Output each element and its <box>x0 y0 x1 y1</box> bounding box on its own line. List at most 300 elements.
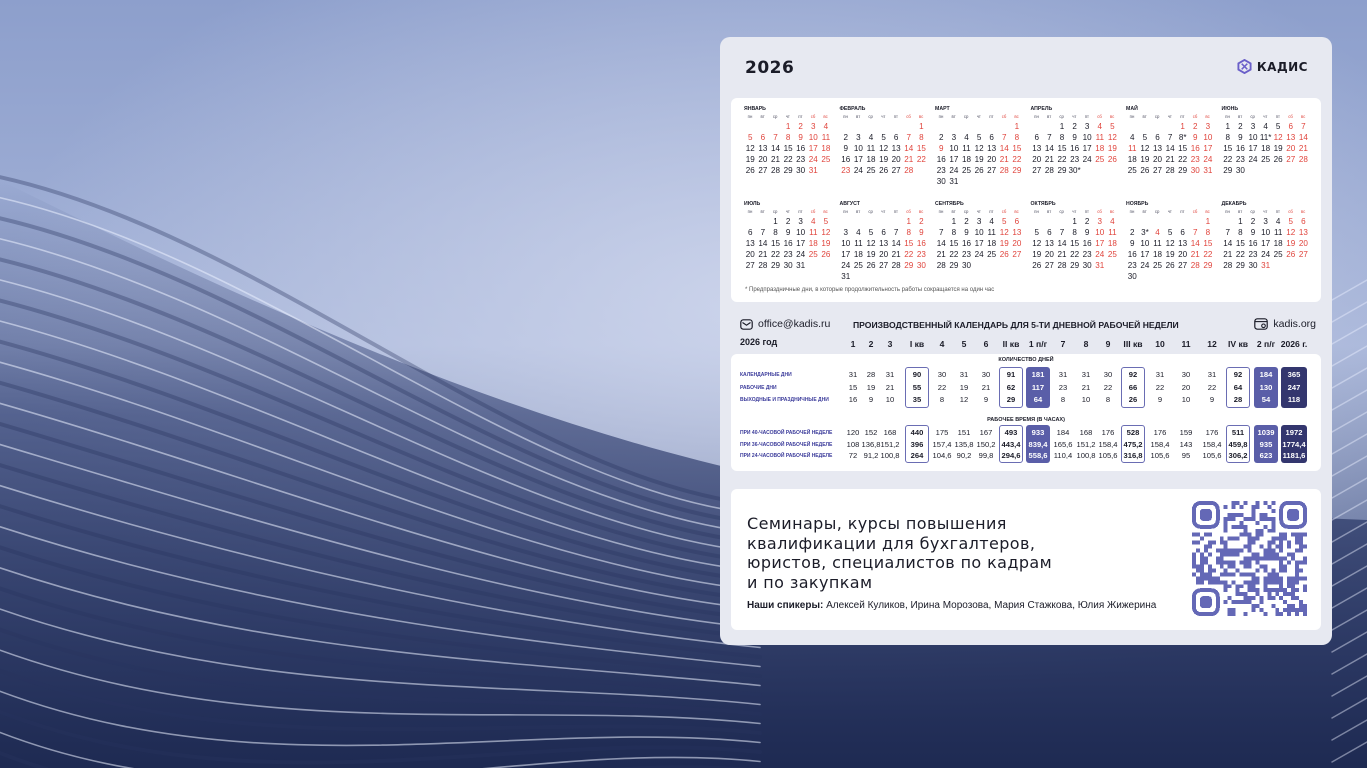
qr-module <box>1295 588 1299 592</box>
weekday-label: чт <box>1167 114 1172 119</box>
weekday-label: ср <box>772 209 778 214</box>
calendar-day: 10 <box>1203 133 1213 142</box>
calendar-day: 14 <box>936 239 946 248</box>
calendar-day: 12 <box>879 144 889 153</box>
qr-module <box>1259 529 1263 533</box>
calendar-day: 21 <box>1298 144 1308 153</box>
weekday-label: ср <box>963 114 969 119</box>
qr-module <box>1244 580 1248 584</box>
qr-module <box>1248 549 1252 553</box>
weekday-label: чт <box>1072 209 1077 214</box>
calendar-day: 10 <box>1095 228 1105 237</box>
calendar-day: 27 <box>987 166 997 175</box>
website-text: kadis.org <box>1273 318 1316 330</box>
calendar-day: 11 <box>809 228 818 237</box>
weekday-label: вс <box>1109 114 1115 119</box>
weekday-label: вс <box>1014 114 1019 119</box>
table-cell: 26 <box>1128 395 1138 404</box>
calendar-day: 12 <box>974 144 984 153</box>
table-cell: 91,2 <box>863 451 879 460</box>
qr-module <box>1299 533 1303 537</box>
qr-module <box>1196 576 1200 580</box>
calendar-day: 1 <box>1238 217 1243 226</box>
weekday-label: пн <box>747 114 753 119</box>
qr-module <box>1232 517 1236 521</box>
qr-module <box>1279 560 1283 564</box>
calendar-day: 3 <box>1205 122 1211 131</box>
qr-module <box>1279 557 1283 561</box>
table-cell: 118 <box>1287 395 1301 404</box>
qr-module <box>1275 592 1279 596</box>
calendar-day: 1 <box>1072 217 1077 226</box>
qr-module <box>1291 588 1295 592</box>
calendar-day: 16 <box>1248 239 1258 248</box>
qr-module <box>1251 604 1255 608</box>
promo-banner[interactable] <box>731 489 1321 630</box>
calendar-day: 9 <box>919 228 924 237</box>
qr-module <box>1240 549 1244 553</box>
weekday-label: чт <box>1167 209 1172 214</box>
qr-module <box>1279 549 1283 553</box>
months-grid <box>731 98 1321 302</box>
table-cell: 136,8 <box>861 439 881 449</box>
weekday-label: вт <box>1238 209 1243 214</box>
calendar-day: 17 <box>1261 239 1271 248</box>
qr-module <box>1240 505 1244 509</box>
calendar-day: 16 <box>961 239 971 248</box>
table-cell: 117 <box>1031 382 1045 392</box>
qr-module <box>1283 592 1287 596</box>
calendar-day: 16 <box>841 155 851 164</box>
calendar-day: 8 <box>1238 228 1243 237</box>
qr-module <box>1240 525 1244 529</box>
calendar-day: 27 <box>745 261 755 270</box>
qr-module <box>1291 576 1295 580</box>
calendar-day: 17 <box>949 155 959 164</box>
calendar-day: 7 <box>1167 133 1173 142</box>
qr-module <box>1271 588 1275 592</box>
calendar-day: 2 <box>1130 228 1135 237</box>
calendar-day: 8* <box>1178 133 1187 142</box>
table-cell: 55 <box>912 382 922 392</box>
qr-module <box>1208 541 1212 545</box>
calendar-day: 1 <box>773 217 778 226</box>
qr-module <box>1196 568 1200 572</box>
qr-module <box>1236 513 1240 517</box>
qr-module <box>1251 541 1255 545</box>
calendar-day: 25 <box>821 155 831 164</box>
qr-module <box>1196 580 1200 584</box>
calendar-day: 22 <box>1223 155 1233 164</box>
weekday-label: пн <box>938 114 944 119</box>
calendar-day: 7 <box>1047 133 1052 142</box>
calendar-day: 16 <box>1070 144 1080 153</box>
calendar-day: 15 <box>1070 239 1080 248</box>
table-cell: 19 <box>959 382 969 392</box>
qr-module <box>1251 608 1255 612</box>
calendar-day: 19 <box>974 155 984 164</box>
qr-module <box>1192 533 1196 537</box>
table-cell: 839,4 <box>1028 439 1048 449</box>
calendar-day: 21 <box>1044 155 1054 164</box>
qr-module <box>1228 612 1232 616</box>
table-cell: 1181,6 <box>1282 451 1306 460</box>
calendar-day: 12 <box>1286 228 1296 237</box>
column-header: 10 <box>1155 339 1165 349</box>
weekday-label: пт <box>798 114 803 119</box>
qr-module <box>1263 501 1267 505</box>
qr-module <box>1240 533 1244 537</box>
calendar-day: 30 <box>961 261 971 270</box>
calendar-day: 13 <box>1178 239 1188 248</box>
qr-module <box>1248 517 1252 521</box>
qr-module <box>1244 501 1248 505</box>
qr-module <box>1224 600 1228 604</box>
qr-module <box>1236 588 1240 592</box>
calendar-day: 4 <box>811 217 816 226</box>
qr-module <box>1204 545 1208 549</box>
qr-module <box>1295 549 1299 553</box>
qr-module <box>1255 521 1259 525</box>
calendar-day: 21 <box>1165 155 1175 164</box>
calendar-day: 10 <box>1261 228 1271 237</box>
calendar-day: 29 <box>1012 166 1022 175</box>
qr-module <box>1263 517 1267 521</box>
weekday-label: чт <box>881 209 886 214</box>
calendar-day: 4 <box>856 228 861 237</box>
calendar-day: 1 <box>785 122 791 131</box>
qr-module <box>1192 564 1196 568</box>
calendar-day: 4 <box>964 133 969 142</box>
qr-module <box>1224 517 1228 521</box>
qr-module <box>1291 557 1295 561</box>
table-cell: 184 <box>1056 428 1070 437</box>
calendar-day: 15 <box>1203 239 1213 248</box>
calendar-day: 18 <box>1273 239 1283 248</box>
calendar-day: 22 <box>949 250 959 259</box>
qr-module <box>1263 513 1267 517</box>
calendar-day: 1 <box>1225 122 1231 131</box>
qr-module <box>1228 608 1232 612</box>
month-name: ФЕВРАЛЬ <box>839 106 866 112</box>
qr-module <box>1251 509 1255 513</box>
calendar-day: 8 <box>1072 228 1077 237</box>
weekday-label: ср <box>963 209 969 214</box>
calendar-day: 19 <box>821 239 831 248</box>
calendar-day: 11 <box>1273 228 1283 237</box>
calendar-day: 1 <box>1180 122 1185 131</box>
qr-module <box>1255 576 1259 580</box>
qr-module <box>1228 584 1232 588</box>
qr-module <box>1232 549 1236 553</box>
qr-module <box>1271 572 1275 576</box>
calendar-day: 30 <box>1190 166 1200 175</box>
calendar-day: 13 <box>758 144 768 153</box>
qr-module <box>1271 553 1275 557</box>
calendar-day: 11 <box>962 144 971 153</box>
calendar-day: 14 <box>1165 144 1175 153</box>
calendar-day: 22 <box>1178 155 1188 164</box>
calendar-day: 24 <box>808 155 818 164</box>
calendar-day: 19 <box>1107 144 1117 153</box>
month-name: ИЮНЬ <box>1221 106 1239 112</box>
calendar-day: 31 <box>1095 261 1105 270</box>
weekday-label: ср <box>1250 114 1255 119</box>
calendar-day: 9 <box>939 144 944 153</box>
qr-finder-center <box>1200 596 1212 608</box>
calendar-day: 29 <box>1203 261 1213 270</box>
calendar-day: 19 <box>1273 144 1283 153</box>
qr-module <box>1295 564 1299 568</box>
table-cell: 31 <box>959 370 969 379</box>
qr-module <box>1232 560 1236 564</box>
calendar-day: 10 <box>1140 239 1150 248</box>
weekday-label: вт <box>760 114 765 119</box>
month-name: АПРЕЛЬ <box>1030 106 1053 112</box>
qr-module <box>1283 564 1287 568</box>
calendar-day: 17 <box>1082 144 1092 153</box>
qr-module <box>1200 568 1204 572</box>
contact-website[interactable] <box>1254 318 1316 330</box>
calendar-day: 24 <box>1140 261 1150 270</box>
calendar-day: 25 <box>1127 166 1137 175</box>
table-cell: 10 <box>1181 395 1191 404</box>
qr-module <box>1271 521 1275 525</box>
promo-line: юристов, специалистов по кадрам <box>747 553 1053 572</box>
table-cell: 475,2 <box>1123 439 1143 449</box>
table-cell: 16 <box>848 395 858 404</box>
calendar-day: 17 <box>841 250 851 259</box>
qr-module <box>1240 592 1244 596</box>
calendar-day: 4 <box>1155 228 1160 237</box>
weekday-label: сб <box>1001 114 1007 119</box>
calendar-day: 7 <box>760 228 766 237</box>
weekday-label: чт <box>785 114 790 119</box>
weekday-label: чт <box>1263 209 1268 214</box>
calendar-day: 30 <box>1235 166 1245 175</box>
calendar-day: 26 <box>974 166 984 175</box>
qr-module <box>1232 513 1236 517</box>
qr-module <box>1192 572 1196 576</box>
calendar-day: 9 <box>1130 239 1135 248</box>
qr-module <box>1236 553 1240 557</box>
column-header: 1 п/г <box>1028 339 1048 349</box>
table-cell: 175 <box>935 428 949 437</box>
row-label: РАБОЧИЕ ДНИ <box>740 384 777 391</box>
qr-module <box>1279 541 1283 545</box>
calendar-day: 25 <box>1273 250 1283 259</box>
qr-module <box>1263 549 1267 553</box>
calendar-day: 18 <box>1127 155 1137 164</box>
calendar-day: 8 <box>773 228 778 237</box>
contact-email[interactable] <box>740 318 830 330</box>
calendar-day: 10 <box>841 239 851 248</box>
column-header: 4 <box>939 339 945 349</box>
column-header: 7 <box>1060 339 1066 349</box>
calendar-day: 6 <box>881 228 886 237</box>
table-cell: 91 <box>1006 370 1016 379</box>
promo-line: и по закупкам <box>747 572 873 592</box>
calendar-day: 23 <box>1235 155 1245 164</box>
column-header: 2 п/г <box>1256 339 1276 349</box>
month-12 <box>1222 201 1310 293</box>
qr-module <box>1287 584 1291 588</box>
qr-module <box>1248 600 1252 604</box>
qr-module <box>1232 572 1236 576</box>
qr-module <box>1208 553 1212 557</box>
month-name: СЕНТЯБРЬ <box>935 201 964 207</box>
table-cell: 151,2 <box>880 439 900 449</box>
calendar-day: 15 <box>1235 239 1245 248</box>
calendar-day: 16 <box>783 239 793 248</box>
calendar-day: 1 <box>1205 217 1211 226</box>
qr-module <box>1204 576 1208 580</box>
calendar-day: 28 <box>891 261 901 270</box>
table-cell: 1972 <box>1285 428 1303 437</box>
table-cell: 105,6 <box>1202 451 1222 460</box>
qr-module <box>1236 537 1240 541</box>
qr-module <box>1291 580 1295 584</box>
weekday-label: сб <box>1097 209 1102 214</box>
calendar-day: 24 <box>1203 155 1213 164</box>
qr-module <box>1200 553 1204 557</box>
calendar-day: 26 <box>745 166 755 175</box>
table-cell: 22 <box>1103 382 1113 392</box>
calendar-day: 19 <box>1165 250 1175 259</box>
table-cell: 316,8 <box>1123 451 1143 460</box>
calendar-day: 28 <box>1057 261 1067 270</box>
calendar-day: 28 <box>770 166 780 175</box>
calendar-day: 16 <box>936 155 946 164</box>
qr-module <box>1228 596 1232 600</box>
calendar-day: 15 <box>949 239 959 248</box>
qr-module <box>1267 529 1271 533</box>
calendar-day: 4 <box>1263 122 1268 131</box>
column-header: 9 <box>1105 339 1111 349</box>
table-cell: 99,8 <box>978 451 994 460</box>
calendar-day: 13 <box>1286 133 1296 142</box>
qr-module <box>1287 541 1291 545</box>
qr-module <box>1228 513 1232 517</box>
calendar-day: 29 <box>1070 261 1080 270</box>
weekday-label: пт <box>893 209 899 214</box>
calendar-day: 9 <box>1238 133 1243 142</box>
calendar-day: 9 <box>1072 133 1077 142</box>
column-header: IV кв <box>1227 339 1249 349</box>
qr-module <box>1240 572 1244 576</box>
weekday-label: сб <box>1288 114 1293 119</box>
table-cell: 21 <box>1081 382 1091 392</box>
qr-module <box>1275 580 1279 584</box>
calendar-day: 31 <box>808 166 818 175</box>
calendar-day: 24 <box>796 250 806 259</box>
table-cell: 95 <box>1181 451 1191 460</box>
calendar-day: 2 <box>1250 217 1256 226</box>
weekday-label: сб <box>810 114 816 119</box>
qr-module <box>1295 612 1299 616</box>
calendar-day: 27 <box>1044 261 1054 270</box>
weekday-label: чт <box>1072 114 1077 119</box>
calendar-day: 18 <box>987 239 997 248</box>
qr-module <box>1263 564 1267 568</box>
calendar-day: 15 <box>770 239 780 248</box>
weekday-label: вс <box>1205 209 1210 214</box>
column-header: 2 <box>868 339 874 349</box>
qr-module <box>1244 600 1248 604</box>
table-cell: 151 <box>957 428 971 437</box>
calendar-day: 31 <box>841 272 851 281</box>
calendar-day: 15 <box>1057 144 1067 153</box>
row-label: ПРИ 36-ЧАСОВОЙ РАБОЧЕЙ НЕДЕЛЕ <box>740 441 833 448</box>
qr-module <box>1279 580 1283 584</box>
qr-code-icon[interactable] <box>1192 501 1307 616</box>
qr-module <box>1196 549 1200 553</box>
table-cell: 105,6 <box>1150 451 1170 460</box>
weekday-label: сб <box>1192 209 1198 214</box>
column-header: 12 <box>1207 339 1217 349</box>
qr-module <box>1271 529 1275 533</box>
qr-module <box>1271 509 1275 513</box>
table-cell: 159 <box>1179 428 1193 437</box>
calendar-day: 26 <box>866 261 876 270</box>
qr-module <box>1192 541 1196 545</box>
calendar-day: 13 <box>1298 228 1308 237</box>
table-cell: 443,4 <box>1001 439 1021 449</box>
table-cell: 64 <box>1033 395 1043 404</box>
qr-module <box>1212 541 1216 545</box>
calendar-day: 20 <box>1286 144 1296 153</box>
calendar-day: 16 <box>796 144 806 153</box>
table-cell: 181 <box>1031 370 1045 379</box>
table-cell: 264 <box>910 451 924 460</box>
calendar-day: 19 <box>1286 239 1296 248</box>
calendar-day: 17 <box>808 144 818 153</box>
qr-module <box>1232 564 1236 568</box>
table-cell: 31 <box>1207 370 1217 379</box>
weekday-label: сб <box>906 114 911 119</box>
weekday-label: вс <box>918 209 924 214</box>
qr-module <box>1271 568 1275 572</box>
calendar-day: 17 <box>1203 144 1213 153</box>
qr-module <box>1275 572 1279 576</box>
calendar-day: 28 <box>1190 261 1200 270</box>
table-cell: 168 <box>1079 428 1093 437</box>
qr-module <box>1275 608 1279 612</box>
table-cell: 21 <box>885 382 895 392</box>
weekday-label: вт <box>1238 114 1243 119</box>
calendar-day: 23 <box>961 250 971 259</box>
qr-module <box>1303 533 1307 537</box>
brand-name: КАДИС <box>1256 59 1308 74</box>
qr-module <box>1224 549 1228 553</box>
qr-module <box>1240 584 1244 588</box>
qr-module <box>1236 600 1240 604</box>
weekday-label: ср <box>1059 209 1064 214</box>
qr-module <box>1291 604 1295 608</box>
calendar-day: 24 <box>974 250 984 259</box>
calendar-day: 25 <box>961 166 971 175</box>
calendar-day: 31 <box>796 261 806 270</box>
table-cell: 110,4 <box>1053 451 1073 460</box>
weekday-label: пт <box>893 114 899 119</box>
calendar-day: 27 <box>1012 250 1022 259</box>
calendar-day: 30 <box>1248 261 1258 270</box>
qr-module <box>1303 545 1307 549</box>
month-7 <box>744 201 832 293</box>
calendar-day: 20 <box>1044 250 1054 259</box>
qr-module <box>1291 596 1295 600</box>
month-name: МАЙ <box>1126 106 1138 112</box>
